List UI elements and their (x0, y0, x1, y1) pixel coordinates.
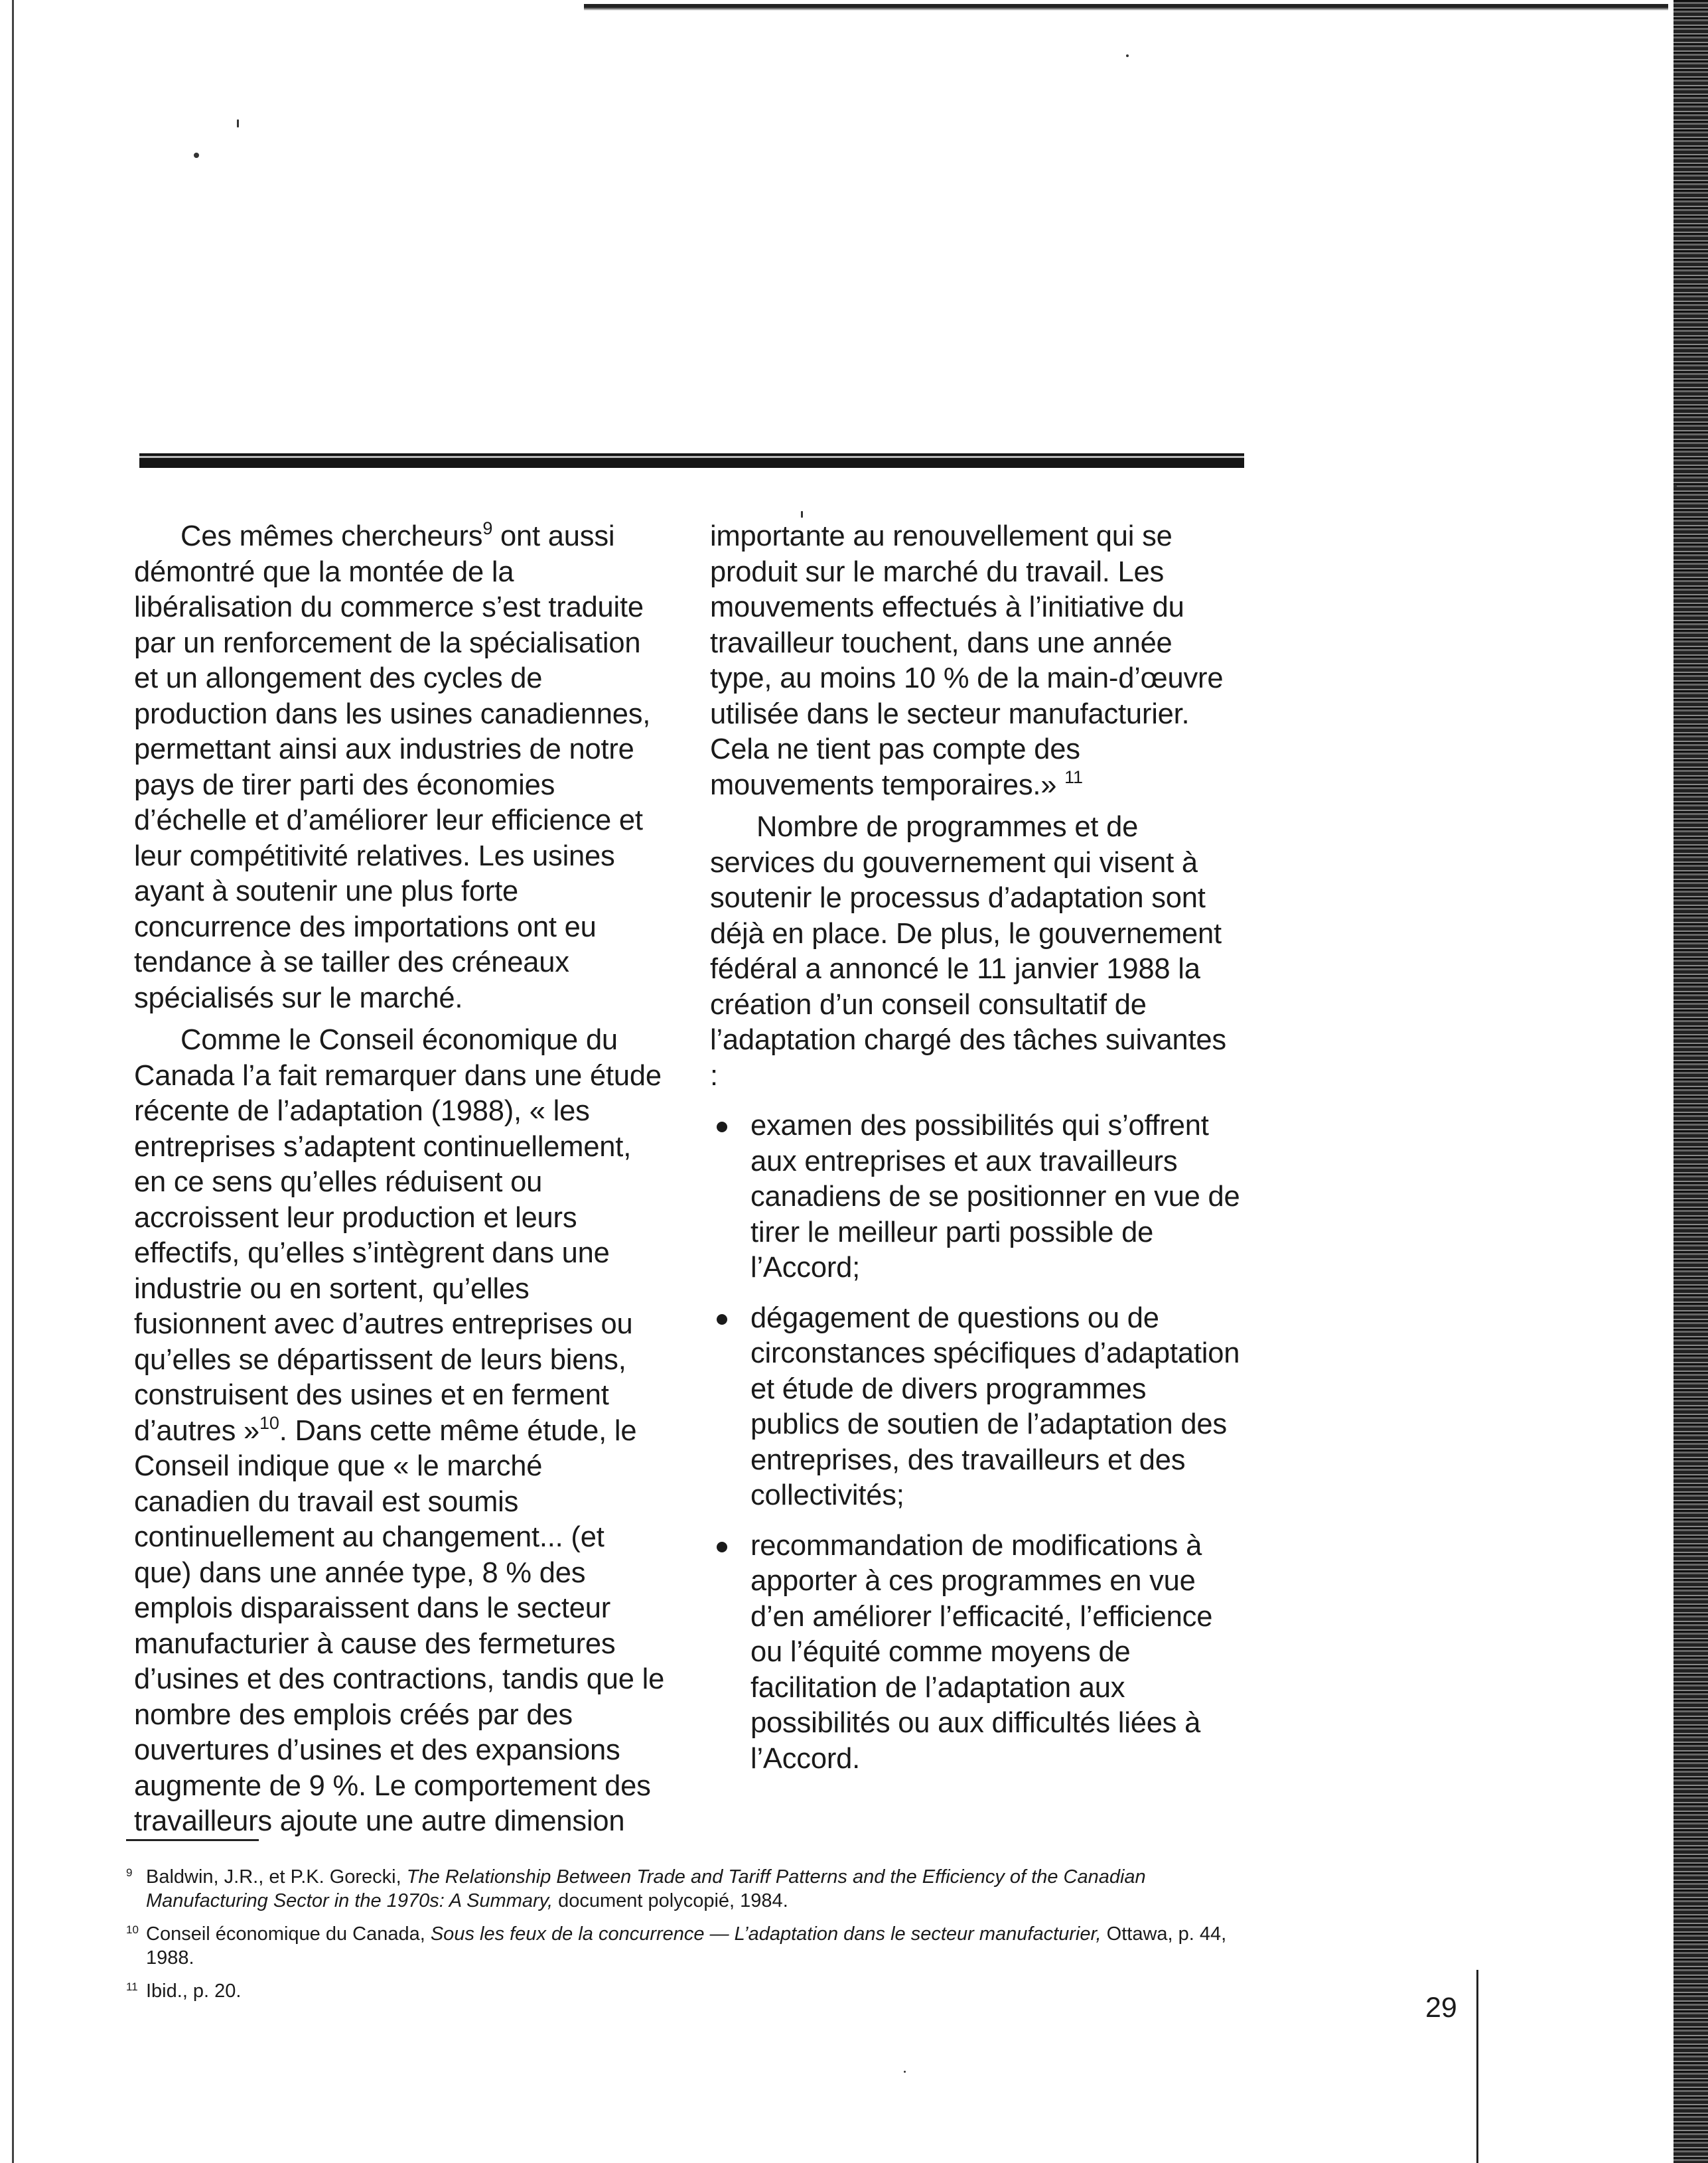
scan-right-edge (1673, 0, 1708, 2163)
list-item (710, 1301, 1241, 1514)
task-list (710, 1108, 1241, 1777)
right-column (710, 519, 1241, 1791)
scan-speck (1673, 485, 1677, 488)
footnote-ref: 9 (482, 518, 493, 538)
text: ont aussi démontré que la montée de la libéralisation du commerce s’est traduite par un renforcement de la spécialisation et un allongement des cycles de production dans les usines canadiennes, permettant ainsi aux industries de notre pays de tirer parti des économies d’échelle et d’améliorer leur efficience et leur compétitivité relatives. Les usines ayant à soutenir une plus forte concurrence des importations ont eu tendance à se tailler des créneaux spécialisés sur le marché. (134, 520, 651, 1014)
list-item-text: recommandation de modifications à apporter à ces programmes en vue d’en améliorer l’efficacité, l’efficience ou l’équité comme moyens de facilitation de l’adaptation aux possibilités ou aux difficultés liées à l’Accord. (750, 1529, 1213, 1775)
footnote-ref: 11 (1064, 767, 1083, 787)
footnote (126, 1979, 1247, 2003)
list-item-text: dégagement de questions ou de circonstances spécifiques d’adaptation et étude de divers programmes publics de soutien de l’adaptation des entreprises, des travailleurs et des collectivités; (750, 1302, 1240, 1511)
bullet-icon (717, 1542, 727, 1552)
text: Comme le Conseil économique du Canada l’a fait remarquer dans une étude récente de l’adaptation (1988), « les entreprises s’adaptent continuellement, en ce sens qu’elles réduisent ou accroissent leur production et leurs effectifs, qu’elles s’intègrent dans une industrie ou en sortent, qu’elles fusionnent avec d’autres entreprises ou qu’elles se départissent de leurs biens, construisent des usines et en ferment d’autres » (134, 1024, 662, 1447)
paragraph (134, 1023, 665, 1840)
paragraph (710, 519, 1241, 803)
bullet-icon (717, 1122, 727, 1132)
scan-left-edge (12, 0, 14, 2163)
footnote-text: Baldwin, J.R., et P.K. Gorecki, (146, 1866, 407, 1888)
paragraph (134, 519, 665, 1016)
footnotes (126, 1865, 1247, 2012)
scan-speck (194, 153, 199, 158)
scan-speck (801, 511, 803, 518)
paragraph (710, 810, 1241, 1094)
scan-speck (904, 2071, 906, 2073)
footnote-text: Ibid., p. 20. (146, 1980, 242, 2002)
footnote-number: 9 (126, 1866, 133, 1879)
footnote (126, 1865, 1247, 1913)
footnote-text: Ottawa, p. 44, 1988. (146, 1923, 1227, 1969)
page-number-rule (1476, 1970, 1478, 2163)
left-column (134, 519, 665, 1840)
bullet-icon (717, 1314, 727, 1325)
text: . Dans cette même étude, le Conseil indique que « le marché canadien du travail est soumis continuellement au changement... (et que) dans une année type, 8 % des emplois disparaissent dans le secteur manufacturier à cause des fermetures d’usines et des contractions, tandis que le nombre des emplois créés par des ouvertures d’usines et des expansions augmente de 9 %. Le comportement des travailleurs ajoute une autre dimension (134, 1414, 665, 1837)
footnote-text: Conseil économique du Canada, (146, 1923, 431, 1945)
footnote-number: 11 (126, 1980, 138, 1993)
scan-speck (1126, 54, 1129, 57)
list-item (710, 1108, 1241, 1286)
footnote-title: Sous les feux de la concurrence — L’adaptation dans le secteur manufacturier, (430, 1923, 1102, 1945)
footnote (126, 1922, 1247, 1970)
footnote-number: 10 (126, 1923, 139, 1936)
list-item-text: examen des possibilités qui s’offrent aux entreprises et aux travailleurs canadiens de se positionner en vue de tirer le meilleur parti possible de l’Accord; (750, 1110, 1240, 1284)
page-number: 29 (1425, 1992, 1457, 2024)
footnote-ref: 10 (259, 1412, 279, 1433)
text: Ces mêmes chercheurs (180, 520, 483, 552)
scan-speck (237, 119, 239, 127)
text: Nombre de programmes et de services du gouvernement qui visent à soutenir le processus d’adaptation sont déjà en place. De plus, le gouvernement fédéral a annoncé le 11 janvier 1988 la création d’un conseil consultatif de l’adaptation chargé des tâches suivantes : (710, 811, 1226, 1092)
footnote-title: The Relationship Between Trade and Tariff Patterns and the Efficiency of the Canadian Manufacturing Sector in the 1970s: A Summary, (146, 1866, 1146, 1911)
scan-top-edge (584, 4, 1708, 11)
footnote-text: document polycopié, 1984. (553, 1890, 788, 1911)
section-rule-highlight (139, 456, 1244, 458)
text: importante au renouvellement qui se produit sur le marché du travail. Les mouvements effectués à l’initiative du travailleur touchent, dans une année type, au moins 10 % de la main-d’œuvre utilisée dans le secteur manufacturier. Cela ne tient pas compte des mouvements temporaires.» (710, 520, 1224, 801)
footnote-rule (126, 1839, 259, 1841)
scan-right-margin (1668, 0, 1673, 2163)
list-item (710, 1529, 1241, 1777)
